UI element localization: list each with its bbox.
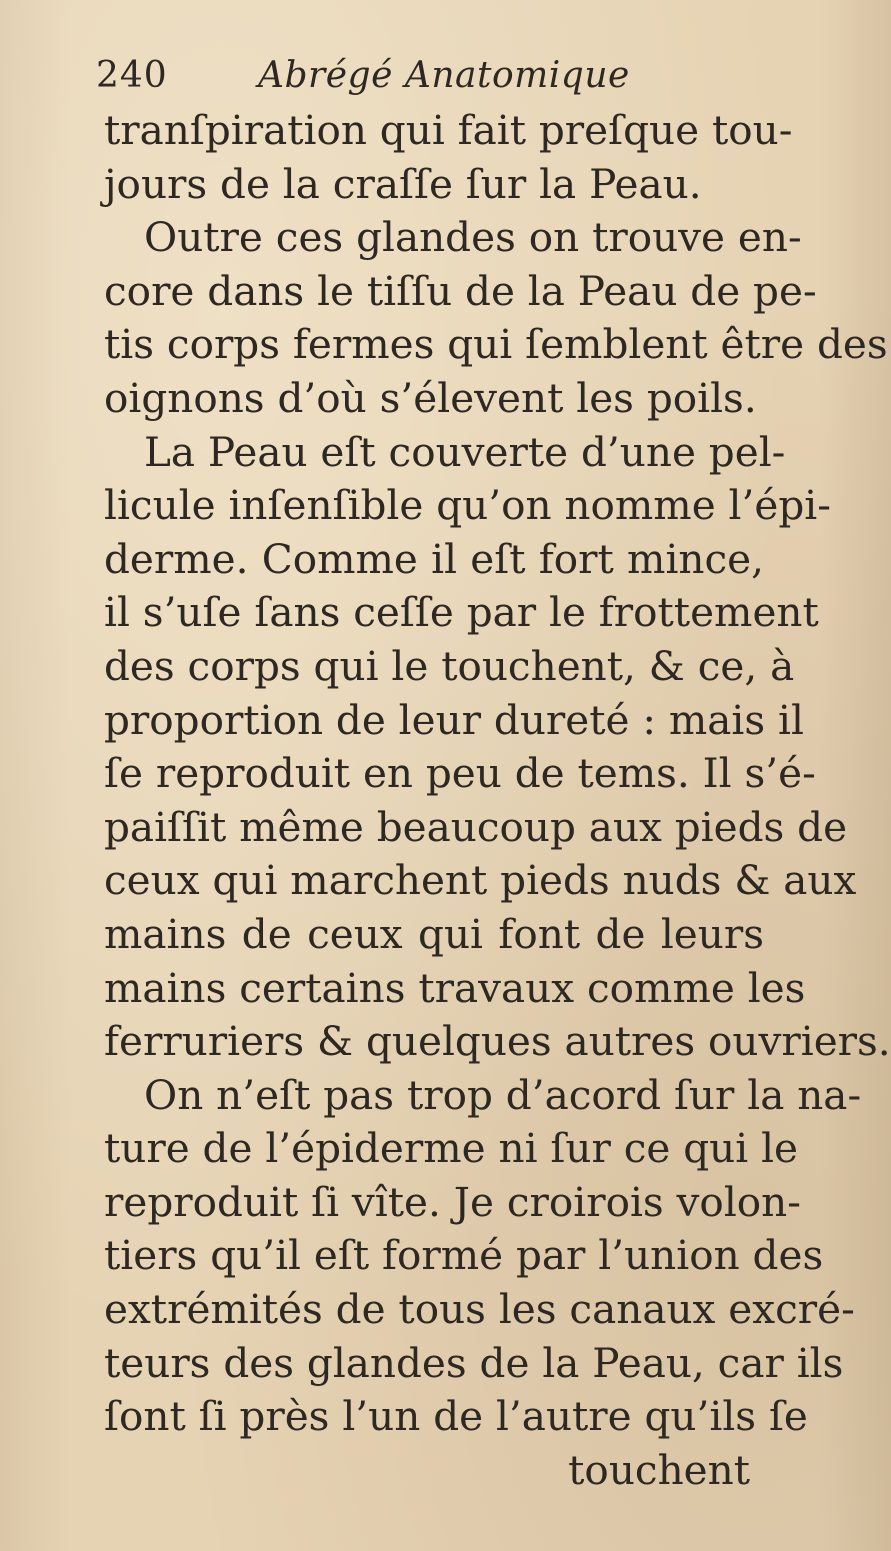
text-line: mains de ceux qui font de leurs xyxy=(104,909,764,958)
text-line: ceux qui marchent pieds nuds & aux xyxy=(104,856,857,905)
text-line: jours de la craſſe ſur la Peau. xyxy=(104,159,702,208)
text-line: core dans le tiſſu de la Peau de pe- xyxy=(104,266,817,315)
text-line: reproduit ſi vîte. Je croirois volon- xyxy=(104,1177,801,1226)
text-line: teurs des glandes de la Peau, car ils xyxy=(104,1338,844,1387)
text-line: extrémités de tous les canaux excré- xyxy=(104,1285,855,1334)
page-number: 240 xyxy=(96,55,168,96)
body-text xyxy=(104,104,891,1497)
text-line: il s’uſe ſans ceſſe par le frottement xyxy=(104,588,819,637)
text-line: oignons d’où s’élevent les poils. xyxy=(104,373,757,422)
text-line: tiers qu’il eſt formé par l’union des xyxy=(104,1231,824,1280)
text-line: ferruriers & quelques autres ouvriers. xyxy=(104,1017,891,1066)
text-line: licule inſenſible qu’on nomme l’épi- xyxy=(104,481,831,530)
text-line: derme. Comme il eſt fort mince, xyxy=(104,534,764,583)
text-line: ſont ſi près l’un de l’autre qu’ils ſe xyxy=(104,1392,808,1441)
text-line: On n’eſt pas trop d’acord ſur la na- xyxy=(144,1070,862,1119)
text-line: mains certains travaux comme les xyxy=(104,963,806,1012)
text-line: paiſſit même beaucoup aux pieds de xyxy=(104,802,848,851)
catchword: touchent xyxy=(568,1445,750,1494)
page-header xyxy=(96,52,716,100)
text-line: tis corps fermes qui ſemblent être des xyxy=(104,320,888,369)
text-line: Outre ces glandes on trouve en- xyxy=(144,213,802,262)
running-title: Abrégé Anatomique xyxy=(258,55,630,96)
text-line: ſe reproduit en peu de tems. Il s’é- xyxy=(104,749,816,798)
text-line: ture de l’épiderme ni ſur ce qui le xyxy=(104,1124,798,1173)
text-line: des corps qui le touchent, & ce, à xyxy=(104,641,795,690)
text-line: tranſpiration qui fait preſque tou- xyxy=(104,106,793,154)
text-line: La Peau eſt couverte d’une pel- xyxy=(144,427,786,476)
text-line: proportion de leur dureté : mais il xyxy=(104,695,804,744)
